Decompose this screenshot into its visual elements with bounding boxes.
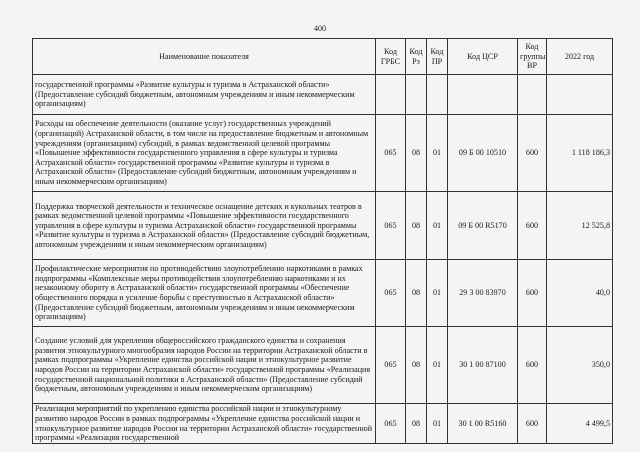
row-name: Поддержка творческой деятельности и техническое оснащение детских и кукольных театров в рамках ведомственной целевой программы «Повышение эффективности государственного управления в сфере культуры и туризма Астраханской области» государственной программы «Развитие культуры и туризма в Астраханской области» (Предоставление субсидий бюджетным, автономным учреждениям и иным некоммерческим организациям) [33, 192, 376, 260]
row-rz: 08 [406, 115, 427, 192]
table-row [33, 327, 613, 404]
row-grbs: 065 [376, 327, 406, 404]
row-csr: 30 1 00 R5160 [448, 404, 518, 444]
row-vr: 600 [518, 404, 547, 444]
table-row [33, 260, 613, 327]
row-rz: 08 [406, 327, 427, 404]
row-name: Профилактические мероприятия по противодействию злоупотреблению наркотиками в рамках подпрограммы «Комплексные меры противодействия злоупотреблению наркотиками и их незаконному обороту в Астраханской области» государственной программы «Обеспечение общественного порядка и усиление борьбы с преступностью в Астраханской области» (Предоставление субсидий бюджетным, автономным учреждениям и иным некоммерческим организациям) [33, 260, 376, 327]
row-pr: 01 [427, 404, 448, 444]
row-name: Реализация мероприятий по укреплению единства российской нации и этнокультурному развитию народов России в рамках подпрограммы «Укрепление единства российской нации и этнокультурное развитие народов России на территории Астраханской области» государственной программы «Реализация государственной [33, 404, 376, 444]
header-csr: Код ЦСР [448, 39, 518, 75]
row-csr: 09 Б 00 10510 [448, 115, 518, 192]
row-grbs: 065 [376, 260, 406, 327]
header-grbs: Код ГРБС [376, 39, 406, 75]
row-amount [547, 75, 613, 115]
row-csr: 29 3 00 83970 [448, 260, 518, 327]
row-csr: 30 1 00 87100 [448, 327, 518, 404]
row-amount: 40,0 [547, 260, 613, 327]
header-name: Наименование показателя [33, 39, 376, 75]
header-rz: Код Рз [406, 39, 427, 75]
row-name: Создание условий для укрепления общероссийского гражданского единства и сохранения развития этнокультурного многообразия народов России на территории Астраханской области в рамках подпрограммы «Укрепление единства российской нации и этнокультурное развитие народов России на территории Астраханской области» государственной программы «Реализация государственной национальной политики в Астраханской области» (Предоставление субсидий бюджетным, автономным учреждениям и иным некоммерческим организациям) [33, 327, 376, 404]
row-name: государственной программы «Развитие культуры и туризма в Астраханской области» (Предоставление субсидий бюджетным, автономным учреждениям и иным некоммерческим организациям) [33, 75, 376, 115]
header-year: 2022 год [547, 39, 613, 75]
row-pr: 01 [427, 115, 448, 192]
row-grbs [376, 75, 406, 115]
row-vr: 600 [518, 115, 547, 192]
table-row [33, 75, 613, 115]
row-amount: 1 118 186,3 [547, 115, 613, 192]
row-name: Расходы на обеспечение деятельности (оказание услуг) государственных учреждений (организаций) Астраханской области, в том числе на предоставление бюджетным и автономным учреждениям (организациям) субсидий, в рамках ведомственной целевой программы «Повышение эффективности государственного управления в сфере культуры и туризма Астраханской области» государственной программы «Развитие культуры и туризма в Астраханской области» (Предоставление субсидий бюджетным, автономным учреждениям и иным некоммерческим организациям) [33, 115, 376, 192]
row-grbs: 065 [376, 192, 406, 260]
row-csr [448, 75, 518, 115]
row-rz: 08 [406, 260, 427, 327]
header-pr: Код ПР [427, 39, 448, 75]
row-rz [406, 75, 427, 115]
row-pr [427, 75, 448, 115]
row-grbs: 065 [376, 404, 406, 444]
table-row [33, 404, 613, 444]
budget-table [32, 38, 613, 444]
page-number: 400 [314, 24, 326, 33]
row-amount: 4 499,5 [547, 404, 613, 444]
row-csr: 09 Б 00 R5170 [448, 192, 518, 260]
header-vr: Код группы ВР [518, 39, 547, 75]
row-vr: 600 [518, 327, 547, 404]
table-row [33, 115, 613, 192]
row-vr [518, 75, 547, 115]
row-pr: 01 [427, 260, 448, 327]
row-pr: 01 [427, 327, 448, 404]
row-amount: 12 525,8 [547, 192, 613, 260]
row-rz: 08 [406, 404, 427, 444]
table-row [33, 192, 613, 260]
table-header-row [33, 39, 613, 75]
row-amount: 350,0 [547, 327, 613, 404]
row-vr: 600 [518, 260, 547, 327]
row-grbs: 065 [376, 115, 406, 192]
row-pr: 01 [427, 192, 448, 260]
row-rz: 08 [406, 192, 427, 260]
row-vr: 600 [518, 192, 547, 260]
